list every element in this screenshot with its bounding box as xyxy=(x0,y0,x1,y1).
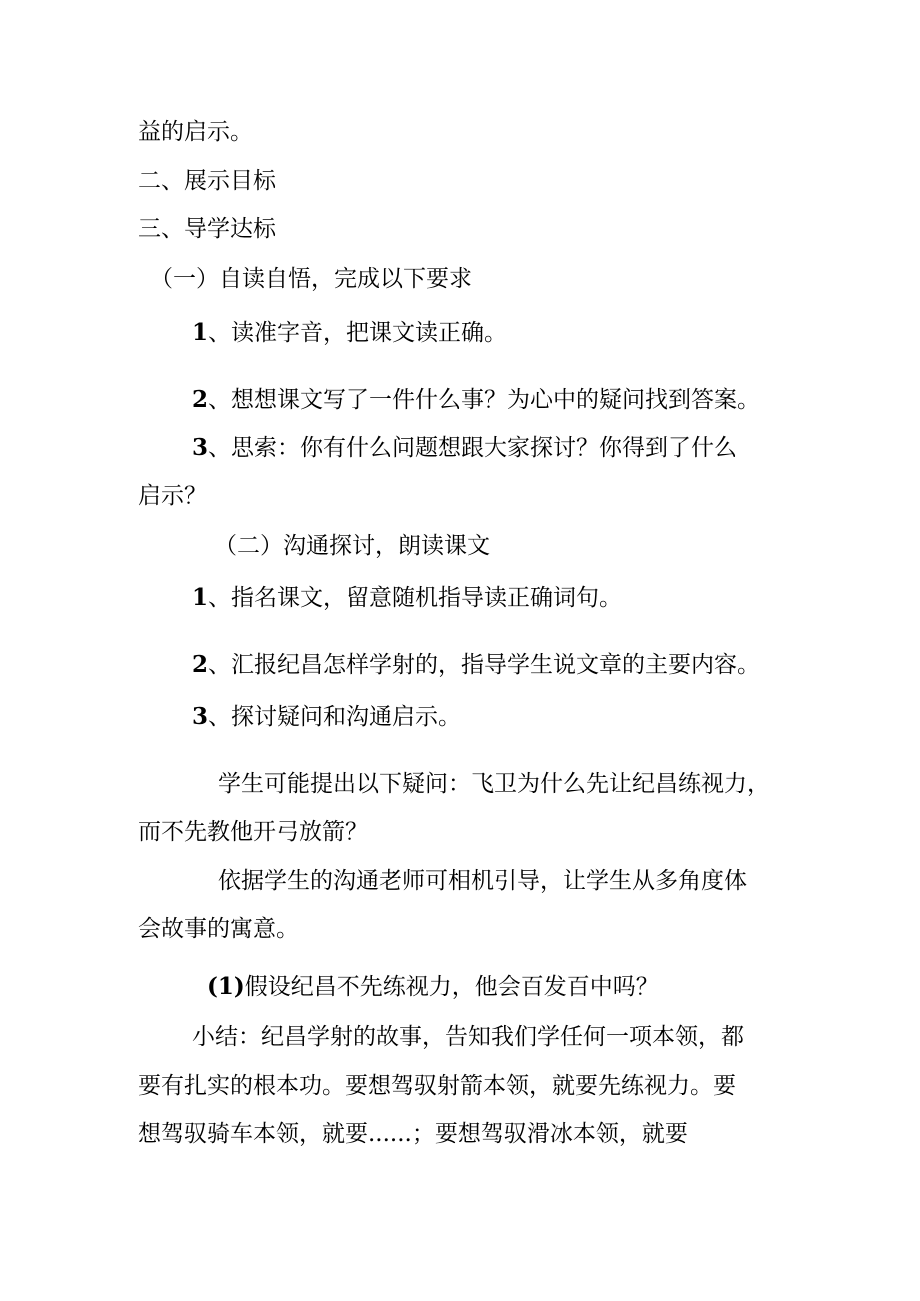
subsection-heading: （一）自读自悟，完成以下要求 xyxy=(150,266,472,292)
text-line: 益的启示。 xyxy=(138,119,253,145)
paragraph-line: 而不先教他开弓放箭？ xyxy=(138,819,368,845)
list-item: 1、读准字音，把课文读正确。 xyxy=(192,319,508,346)
list-item: 2、想想课文写了一件什么事？为心中的疑问找到答案。 xyxy=(192,386,761,413)
paragraph-line: 会故事的寓意。 xyxy=(138,916,299,942)
paragraph-line: 学生可能提出以下疑问：飞卫为什么先让纪昌练视力， xyxy=(218,771,770,797)
list-item: 1、指名课文，留意随机指导读正确词句。 xyxy=(192,584,623,611)
paragraph-line: 小结：纪昌学射的故事，告知我们学任何一项本领，都 xyxy=(192,1024,744,1050)
list-item: 3、探讨疑问和沟通启示。 xyxy=(192,703,462,730)
section-heading: 二、展示目标 xyxy=(138,168,276,194)
subsection-heading: （二）沟通探讨，朗读课文 xyxy=(214,533,490,559)
text-line: 启示？ xyxy=(138,483,207,509)
list-item: 3、思索：你有什么问题想跟大家探讨？你得到了什么 xyxy=(192,434,738,461)
paragraph-line: 依据学生的沟通老师可相机引导，让学生从多角度体 xyxy=(218,868,747,894)
list-item: 2、汇报纪昌怎样学射的，指导学生说文章的主要内容。 xyxy=(192,651,761,678)
paragraph-line: 要有扎实的根本功。要想驾驭射箭本领，就要先练视力。要 xyxy=(138,1073,736,1099)
list-item: (1)假设纪昌不先练视力，他会百发百中吗？ xyxy=(207,973,659,1000)
paragraph-line: 想驾驭骑车本领，就要......；要想驾驭滑冰本领，就要 xyxy=(138,1121,688,1147)
section-heading: 三、导学达标 xyxy=(138,216,276,242)
